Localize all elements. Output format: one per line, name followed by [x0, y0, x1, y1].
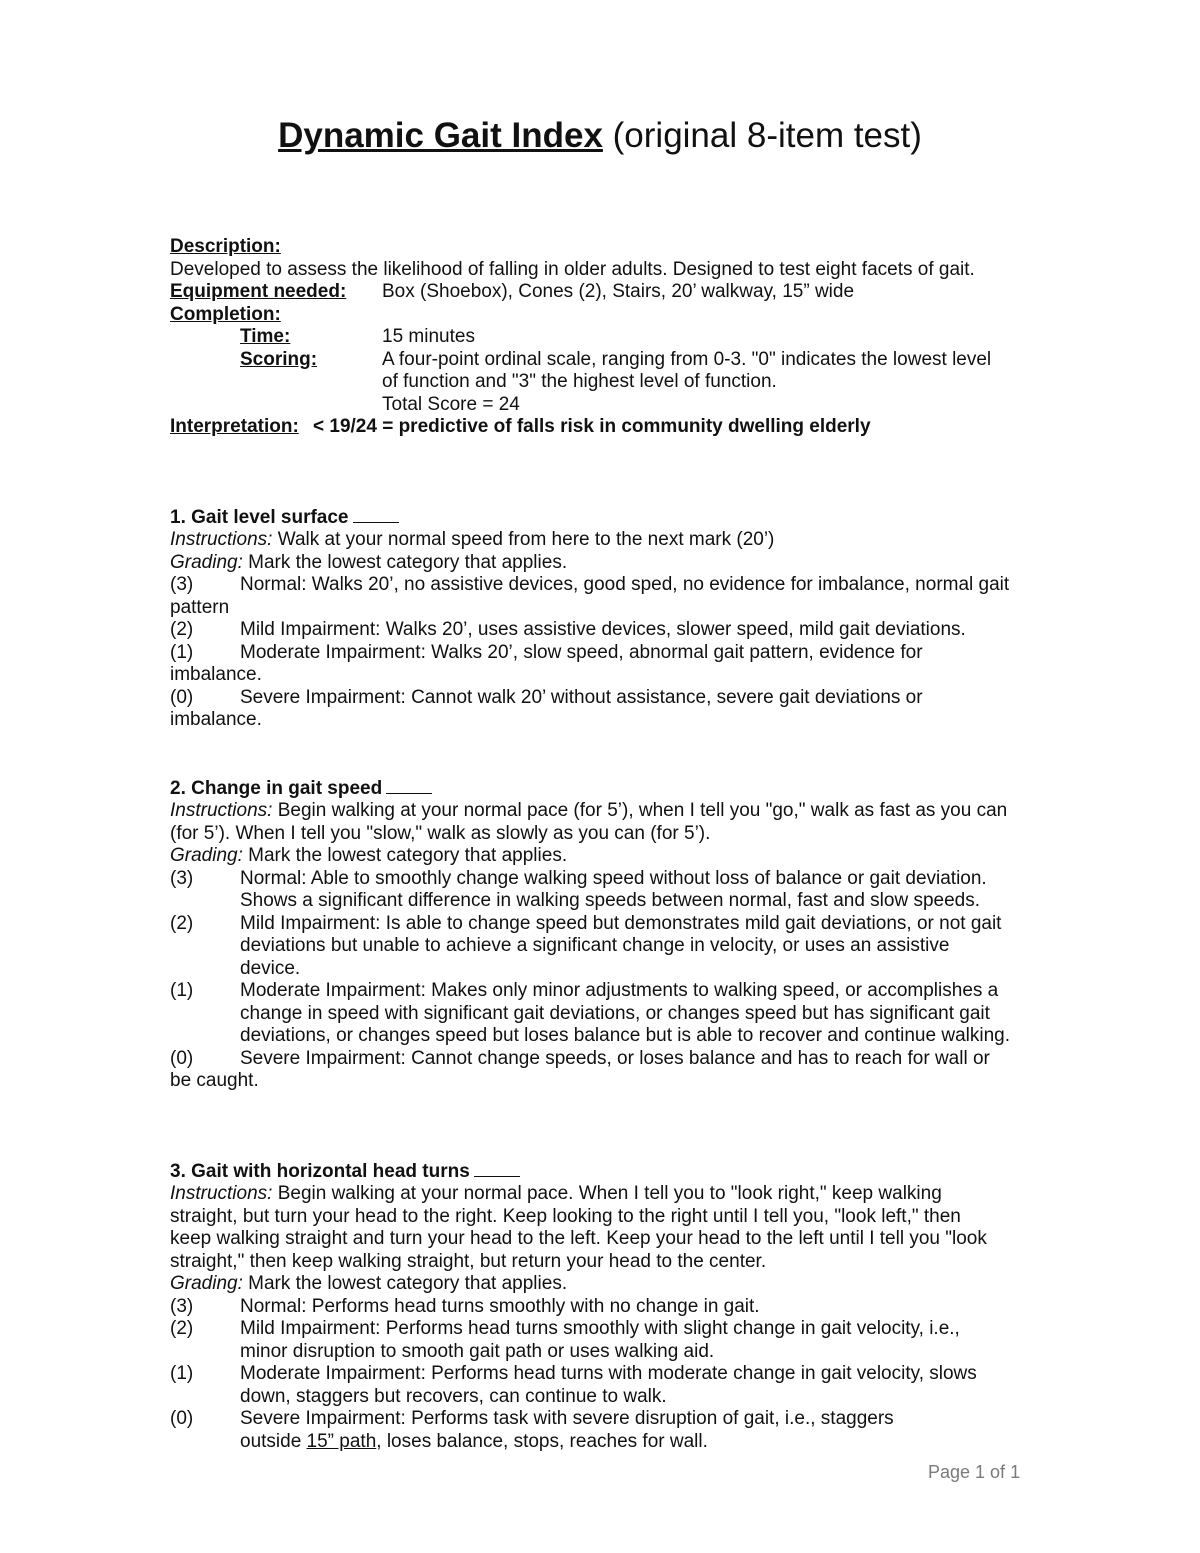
title-main: Dynamic Gait Index	[278, 116, 603, 155]
interpretation-label: Interpretation:	[170, 416, 299, 437]
time-row	[170, 326, 1040, 349]
interpretation-value: < 19/24 = predictive of falls risk in community dwelling elderly	[313, 416, 871, 437]
section-instructions: straight," then keep walking straight, but return your head to the center.	[170, 1250, 767, 1272]
scoring-value	[382, 349, 1040, 417]
grade-item: (0) Severe Impairment: Performs task with severe disruption of gait, i.e., staggers outside 15” path, loses balance, stops, reaches for wall.	[170, 1408, 894, 1452]
section-heading: 1. Gait level surface	[170, 507, 1040, 530]
section-instructions: keep walking straight and turn your head to the left. Keep your head to the left until I tell you "look	[170, 1228, 987, 1249]
grade-item: (0) Severe Impairment: Cannot walk 20’ without assistance, severe gait deviations or	[170, 686, 923, 708]
scoring-line: of function and "3" the highest level of function.	[382, 371, 777, 392]
grade-item: (1) Moderate Impairment: Makes only minor adjustments to walking speed, or accomplishes a change in speed with significant gait deviations, or changes speed but has significant gait deviations, or changes speed but loses balance but is able to recover and continue walking.	[170, 980, 1010, 1046]
section-heading: 2. Change in gait speed	[170, 778, 1040, 801]
grade-item: (3) Normal: Walks 20’, no assistive devices, good sped, no evidence for imbalance, normal gait	[170, 574, 1010, 595]
grade-item-wrap: imbalance.	[170, 664, 262, 685]
section-instructions: Instructions: Begin walking at your normal pace (for 5’), when I tell you "go," walk as fast as you can	[170, 800, 1008, 821]
title-sub: (original 8-item test)	[612, 116, 922, 155]
score-blank[interactable]	[353, 508, 399, 523]
section-instructions: Instructions: Begin walking at your normal pace. When I tell you to "look right," keep walking	[170, 1183, 942, 1204]
grade-item-wrap: imbalance.	[170, 709, 262, 730]
grade-item-wrap: pattern	[170, 596, 230, 618]
time-value: 15 minutes	[382, 326, 475, 347]
section-heading: 3. Gait with horizontal head turns	[170, 1161, 1040, 1184]
scoring-row	[170, 349, 1040, 417]
section-grading: Grading: Mark the lowest category that applies.	[170, 1273, 568, 1294]
grade-item: (2) Mild Impairment: Is able to change speed but demonstrates mild gait deviations, or not gait deviations but unable to achieve a significant change in velocity, or uses an assistive device.	[170, 912, 1002, 979]
scoring-label: Scoring:	[240, 348, 318, 370]
grade-item: (2) Mild Impairment: Performs head turns smoothly with slight change in gait velocity, i.e., minor disruption to smooth gait path or uses walking aid.	[170, 1318, 960, 1362]
section-instructions: (for 5’). When I tell you "slow," walk as slowly as you can (for 5’).	[170, 822, 711, 844]
section-change-in-gait-speed	[170, 778, 1040, 1093]
scoring-line: A four-point ordinal scale, ranging from 0-3. "0" indicates the lowest level	[382, 348, 992, 370]
score-blank[interactable]	[386, 779, 432, 794]
description-label: Description:	[170, 236, 281, 257]
grade-item: (2) Mild Impairment: Walks 20’, uses assistive devices, slower speed, mild gait deviations.	[170, 619, 966, 640]
time-label: Time:	[240, 326, 291, 347]
grade-item: (1) Moderate Impairment: Performs head turns with moderate change in gait velocity, slows down, staggers but recovers, can continue to walk.	[170, 1363, 977, 1407]
grade-item-wrap: be caught.	[170, 1070, 259, 1091]
section-instructions: Instructions: Walk at your normal speed from here to the next mark (20’)	[170, 529, 775, 550]
section-grading: Grading: Mark the lowest category that applies.	[170, 845, 568, 866]
section-horizontal-head-turns	[170, 1161, 1040, 1454]
interpretation-row	[170, 416, 1040, 439]
section-gait-level-surface	[170, 507, 1040, 732]
grade-item: (3) Normal: Able to smoothly change walking speed without loss of balance or gait deviation. Shows a significant difference in walking speeds between normal, fast and slow speeds.	[170, 867, 987, 911]
section-instructions: straight, but turn your head to the right. Keep looking to the right until I tell you, "look left," then	[170, 1205, 961, 1227]
equipment-row	[170, 281, 1040, 304]
score-blank[interactable]	[474, 1162, 520, 1177]
document-body	[170, 236, 1040, 1453]
section-grading: Grading: Mark the lowest category that applies.	[170, 551, 568, 573]
equipment-label: Equipment needed:	[170, 281, 347, 302]
grade-item: (1) Moderate Impairment: Walks 20’, slow speed, abnormal gait pattern, evidence for	[170, 641, 923, 663]
equipment-value: Box (Shoebox), Cones (2), Stairs, 20’ walkway, 15” wide	[382, 281, 855, 302]
grade-item: (3) Normal: Performs head turns smoothly with no change in gait.	[170, 1295, 760, 1317]
page-title	[0, 114, 1200, 158]
completion-label: Completion:	[170, 303, 281, 325]
page-number: Page 1 of 1	[928, 1462, 1021, 1482]
description-text: Developed to assess the likelihood of falling in older adults. Designed to test eight facets of gait.	[170, 258, 975, 280]
grade-item: (0) Severe Impairment: Cannot change speeds, or loses balance and has to reach for wall or	[170, 1047, 990, 1069]
scoring-line: Total Score = 24	[382, 393, 520, 415]
